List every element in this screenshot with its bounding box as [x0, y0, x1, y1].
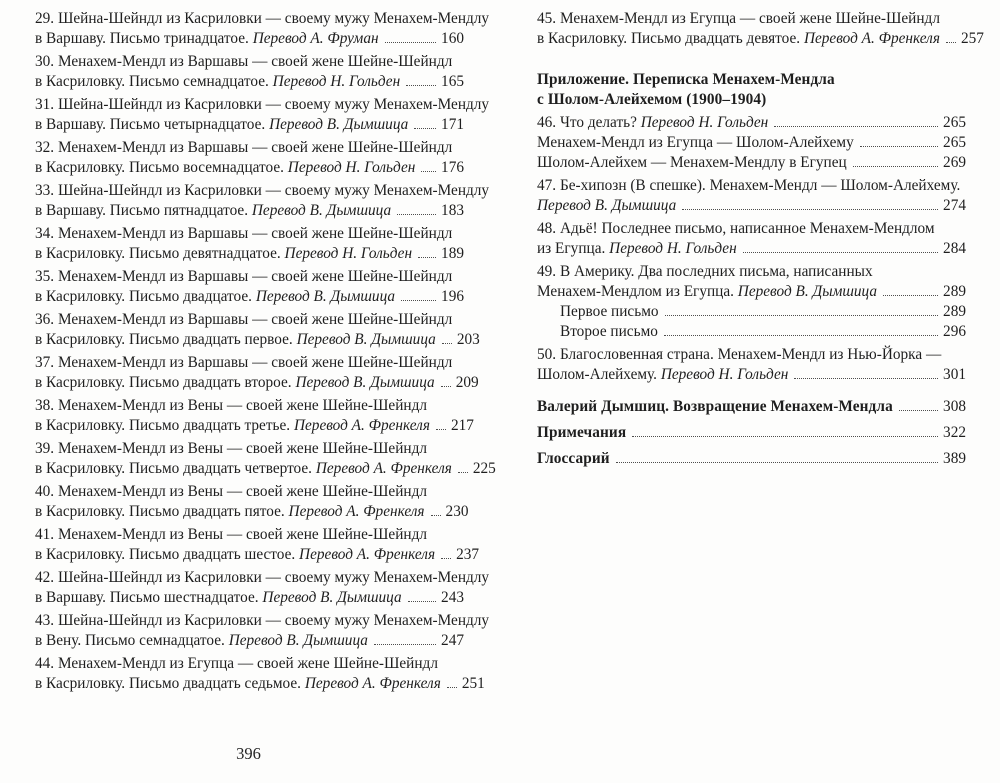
toc-line	[35, 545, 480, 565]
toc-line-text: в Касриловку. Письмо двадцать пятое. Перевод А. Френкеля	[35, 503, 425, 520]
toc-entry	[35, 310, 480, 350]
toc-line-text: 36. Менахем-Мендл из Варшавы — своей жене Шейне-Шейндл	[35, 311, 453, 328]
toc-entry	[537, 262, 966, 342]
toc-page-number: 247	[441, 632, 464, 649]
toc-entry	[35, 568, 490, 608]
toc-line-text: 29. Шейна-Шейндл из Касриловки — своему мужу Менахем-Мендлу	[35, 10, 490, 27]
toc-leader-dots	[860, 146, 938, 147]
toc-page-number: 322	[943, 424, 966, 441]
toc-leader-dots	[665, 315, 939, 316]
toc-entry	[35, 267, 464, 307]
toc-entry	[537, 113, 966, 173]
toc-line-text: в Касриловку. Письмо девятнадцатое. Перевод Н. Гольден	[35, 245, 413, 262]
toc-line-text: в Варшаву. Письмо пятнадцатое. Перевод В. Дымшица	[35, 202, 392, 219]
toc-line	[35, 181, 490, 201]
toc-line	[35, 459, 496, 479]
toc-line-text: 34. Менахем-Мендл из Варшавы — своей жене Шейне-Шейндл	[35, 225, 453, 242]
toc-line	[35, 631, 464, 651]
toc-leader-dots	[442, 343, 452, 344]
toc-page-number: 251	[461, 675, 485, 692]
toc-page-number: 301	[943, 366, 966, 383]
toc-line	[35, 373, 479, 393]
toc-line	[537, 176, 966, 196]
toc-line-text: 43. Шейна-Шейндл из Касриловки — своему мужу Менахем-Мендлу	[35, 612, 490, 629]
toc-line	[537, 219, 966, 239]
toc-entry	[35, 525, 480, 565]
toc-line-text: в Касриловку. Письмо двадцать шестое. Перевод А. Френкеля	[35, 546, 436, 563]
toc-line	[35, 29, 464, 49]
toc-line	[35, 72, 464, 92]
toc-page-number: 165	[441, 73, 464, 90]
toc-entry	[537, 219, 966, 259]
toc-entry	[537, 423, 966, 443]
toc-line	[35, 115, 464, 135]
toc-entry	[35, 181, 490, 221]
toc-line-text: Шолом-Алейхем — Менахем-Мендлу в Егупец	[537, 154, 847, 171]
toc-line-text: Глоссарий	[537, 450, 610, 467]
toc-line-text: из Егупца. Перевод Н. Гольден	[537, 240, 737, 257]
toc-line-text: 48. Адьё! Последнее письмо, написанное Менахем-Мендлом	[537, 220, 935, 237]
toc-leader-dots	[408, 601, 436, 602]
toc-line	[35, 482, 464, 502]
toc-line	[537, 449, 966, 469]
toc-line-text: в Касриловку. Письмо двадцатое. Перевод В. Дымшица	[35, 288, 396, 305]
toc-page-number: 225	[472, 460, 496, 477]
toc-line-text: 41. Менахем-Мендл из Вены — своей жене Шейне-Шейндл	[35, 526, 427, 543]
toc-left-column	[35, 9, 496, 694]
toc-page-number: 230	[445, 503, 469, 520]
toc-entry	[537, 449, 966, 469]
toc-line	[537, 397, 966, 417]
toc-line-text: 37. Менахем-Мендл из Варшавы — своей жене Шейне-Шейндл	[35, 354, 453, 371]
toc-line-text: 39. Менахем-Мендл из Вены — своей жене Шейне-Шейндл	[35, 440, 427, 457]
toc-entry	[35, 138, 464, 178]
toc-entry	[35, 95, 490, 135]
toc-line-text: Шолом-Алейхему. Перевод Н. Гольден	[537, 366, 789, 383]
toc-line	[537, 70, 966, 90]
toc-entry	[537, 176, 966, 216]
toc-entry	[35, 9, 490, 49]
toc-line-text: в Касриловку. Письмо двадцать четвертое. Перевод А. Френкеля	[35, 460, 452, 477]
toc-line	[35, 95, 490, 115]
toc-line-text: Примечания	[537, 424, 627, 441]
toc-line-text: с Шолом-Алейхемом (1900–1904)	[537, 91, 767, 108]
toc-page-number: 203	[456, 331, 480, 348]
toc-line-text: 46. Что делать? Перевод Н. Гольден	[537, 114, 769, 131]
toc-leader-dots	[664, 335, 938, 336]
toc-leader-dots	[743, 252, 938, 253]
toc-line	[35, 310, 464, 330]
toc-line	[537, 322, 966, 342]
toc-entry	[537, 397, 966, 417]
toc-page-number: 176	[441, 159, 464, 176]
toc-line-text: в Касриловку. Письмо восемнадцатое. Перевод Н. Гольден	[35, 159, 416, 176]
toc-page-number: 171	[441, 116, 464, 133]
toc-page-number: 296	[943, 323, 966, 340]
toc-line	[537, 302, 966, 322]
toc-line-text: в Касриловку. Письмо двадцать третье. Перевод А. Френкеля	[35, 417, 430, 434]
toc-line-text: 44. Менахем-Мендл из Егупца — своей жене Шейне-Шейндл	[35, 655, 438, 672]
toc-page-number: 237	[456, 546, 480, 563]
toc-line	[35, 287, 464, 307]
toc-line-text: 38. Менахем-Мендл из Вены — своей жене Шейне-Шейндл	[35, 397, 427, 414]
toc-page-number: 265	[943, 134, 966, 151]
toc-leader-dots	[794, 378, 938, 379]
toc-leader-dots	[441, 558, 451, 559]
toc-leader-dots	[414, 128, 436, 129]
toc-page-number: 189	[441, 245, 464, 262]
toc-line-text: в Вену. Письмо семнадцатое. Перевод В. Дымшица	[35, 632, 368, 649]
toc-page-number: 269	[943, 154, 966, 171]
toc-line-text: 42. Шейна-Шейндл из Касриловки — своему мужу Менахем-Мендлу	[35, 569, 490, 586]
toc-entry	[35, 353, 479, 393]
toc-page-number: 389	[943, 450, 966, 467]
toc-leader-dots	[899, 410, 938, 411]
toc-line	[537, 345, 966, 365]
toc-line-text: в Варшаву. Письмо четырнадцатое. Перевод В. Дымшица	[35, 116, 409, 133]
toc-leader-dots	[421, 171, 436, 172]
toc-line-text: 35. Менахем-Мендл из Варшавы — своей жене Шейне-Шейндл	[35, 268, 453, 285]
toc-line	[35, 525, 464, 545]
toc-line	[35, 611, 490, 631]
toc-leader-dots	[946, 42, 956, 43]
toc-line	[537, 29, 984, 49]
toc-page-number: 289	[943, 283, 966, 300]
toc-line-text: 32. Менахем-Мендл из Варшавы — своей жене Шейне-Шейндл	[35, 139, 453, 156]
toc-line	[537, 196, 966, 216]
toc-line-text: в Варшаву. Письмо шестнадцатое. Перевод В. Дымшица	[35, 589, 402, 606]
toc-line-text: Второе письмо	[560, 323, 658, 340]
toc-leader-dots	[406, 85, 436, 86]
toc-line	[35, 588, 464, 608]
toc-leader-dots	[397, 214, 436, 215]
toc-line	[537, 262, 966, 282]
toc-line-text: 49. В Америку. Два последних письма, написанных	[537, 263, 873, 280]
toc-line	[35, 330, 480, 350]
toc-line	[35, 267, 464, 287]
toc-leader-dots	[774, 126, 938, 127]
toc-line	[537, 153, 966, 173]
toc-entry	[35, 482, 469, 522]
toc-leader-dots	[385, 42, 436, 43]
toc-line	[35, 353, 464, 373]
toc-leader-dots	[401, 300, 436, 301]
toc-entry	[35, 224, 464, 264]
toc-line	[35, 244, 464, 264]
toc-entry	[35, 654, 485, 694]
toc-line-text: Первое письмо	[560, 303, 659, 320]
toc-line-text: 50. Благословенная страна. Менахем-Мендл из Нью-Йорка —	[537, 346, 942, 363]
toc-entry	[537, 9, 984, 49]
toc-line	[35, 201, 464, 221]
toc-line-text: 31. Шейна-Шейндл из Касриловки — своему мужу Менахем-Мендлу	[35, 96, 490, 113]
toc-line	[35, 224, 464, 244]
toc-section-heading	[537, 70, 966, 110]
toc-line	[35, 138, 464, 158]
toc-page-number: 243	[441, 589, 464, 606]
toc-line	[35, 396, 464, 416]
toc-leader-dots	[632, 436, 938, 437]
toc-line	[35, 502, 469, 522]
toc-entry	[35, 439, 496, 479]
toc-leader-dots	[883, 295, 938, 296]
toc-line-text: 40. Менахем-Мендл из Вены — своей жене Шейне-Шейндл	[35, 483, 427, 500]
toc-leader-dots	[418, 257, 436, 258]
toc-line	[537, 9, 966, 29]
toc-right-column	[537, 9, 984, 469]
toc-page-number: 217	[450, 417, 474, 434]
toc-page-number: 265	[943, 114, 966, 131]
toc-line	[35, 416, 474, 436]
toc-line-text: в Касриловку. Письмо двадцать седьмое. Перевод А. Френкеля	[35, 675, 441, 692]
toc-line	[537, 365, 966, 385]
toc-line-text: Менахем-Мендл из Егупца — Шолом-Алейхему	[537, 134, 854, 151]
toc-line-text: Менахем-Мендлом из Егупца. Перевод В. Дымшица	[537, 283, 878, 300]
toc-page-number: 196	[441, 288, 464, 305]
toc-leader-dots	[447, 687, 457, 688]
toc-line-text: 45. Менахем-Мендл из Егупца — своей жене Шейне-Шейндл	[537, 10, 940, 27]
toc-leader-dots	[616, 462, 938, 463]
toc-line	[35, 654, 464, 674]
toc-line	[35, 158, 464, 178]
toc-line-text: 47. Бе-хипозн (В спешке). Менахем-Мендл — Шолом-Алейхему.	[537, 177, 961, 194]
toc-leader-dots	[374, 644, 436, 645]
toc-leader-dots	[458, 472, 468, 473]
toc-line-text: в Касриловку. Письмо семнадцатое. Перевод Н. Гольден	[35, 73, 401, 90]
toc-leader-dots	[682, 209, 938, 210]
toc-line	[537, 113, 966, 133]
page-folio: 396	[236, 744, 261, 763]
toc-leader-dots	[853, 166, 938, 167]
toc-line	[537, 239, 966, 259]
toc-page-number: 284	[943, 240, 966, 257]
toc-page-number: 183	[441, 202, 464, 219]
toc-leader-dots	[441, 386, 451, 387]
toc-line	[35, 439, 464, 459]
toc-line-text: в Касриловку. Письмо двадцать первое. Перевод В. Дымшица	[35, 331, 436, 348]
toc-line-text: в Касриловку. Письмо двадцать девятое. Перевод А. Френкеля	[537, 30, 940, 47]
toc-page-number: 257	[960, 30, 984, 47]
toc-line	[537, 282, 966, 302]
toc-leader-dots	[431, 515, 441, 516]
toc-leader-dots	[436, 429, 446, 430]
toc-line-text: 30. Менахем-Мендл из Варшавы — своей жене Шейне-Шейндл	[35, 53, 453, 70]
toc-entry	[35, 611, 490, 651]
toc-line	[537, 133, 966, 153]
toc-line-text: 33. Шейна-Шейндл из Касриловки — своему мужу Менахем-Мендлу	[35, 182, 490, 199]
toc-entry	[35, 52, 464, 92]
toc-line	[537, 90, 966, 110]
toc-line	[35, 674, 485, 694]
toc-entry	[35, 396, 474, 436]
toc-page-number: 160	[441, 30, 464, 47]
toc-line	[537, 423, 966, 443]
toc-page-number: 308	[943, 398, 966, 415]
toc-line-text: в Касриловку. Письмо двадцать второе. Перевод В. Дымшица	[35, 374, 435, 391]
toc-line-text: Приложение. Переписка Менахем-Мендла	[537, 71, 835, 88]
toc-line	[35, 52, 464, 72]
toc-line	[35, 9, 490, 29]
toc-line	[35, 568, 490, 588]
toc-line-text: в Варшаву. Письмо тринадцатое. Перевод А. Фруман	[35, 30, 379, 47]
toc-page-number: 209	[455, 374, 479, 391]
toc-line-text: Перевод В. Дымшица	[537, 197, 677, 214]
toc-entry	[537, 345, 966, 385]
toc-page-number: 289	[943, 303, 966, 320]
toc-page-number: 274	[943, 197, 966, 214]
toc-line-text: Валерий Дымшиц. Возвращение Менахем-Мендла	[537, 398, 893, 415]
